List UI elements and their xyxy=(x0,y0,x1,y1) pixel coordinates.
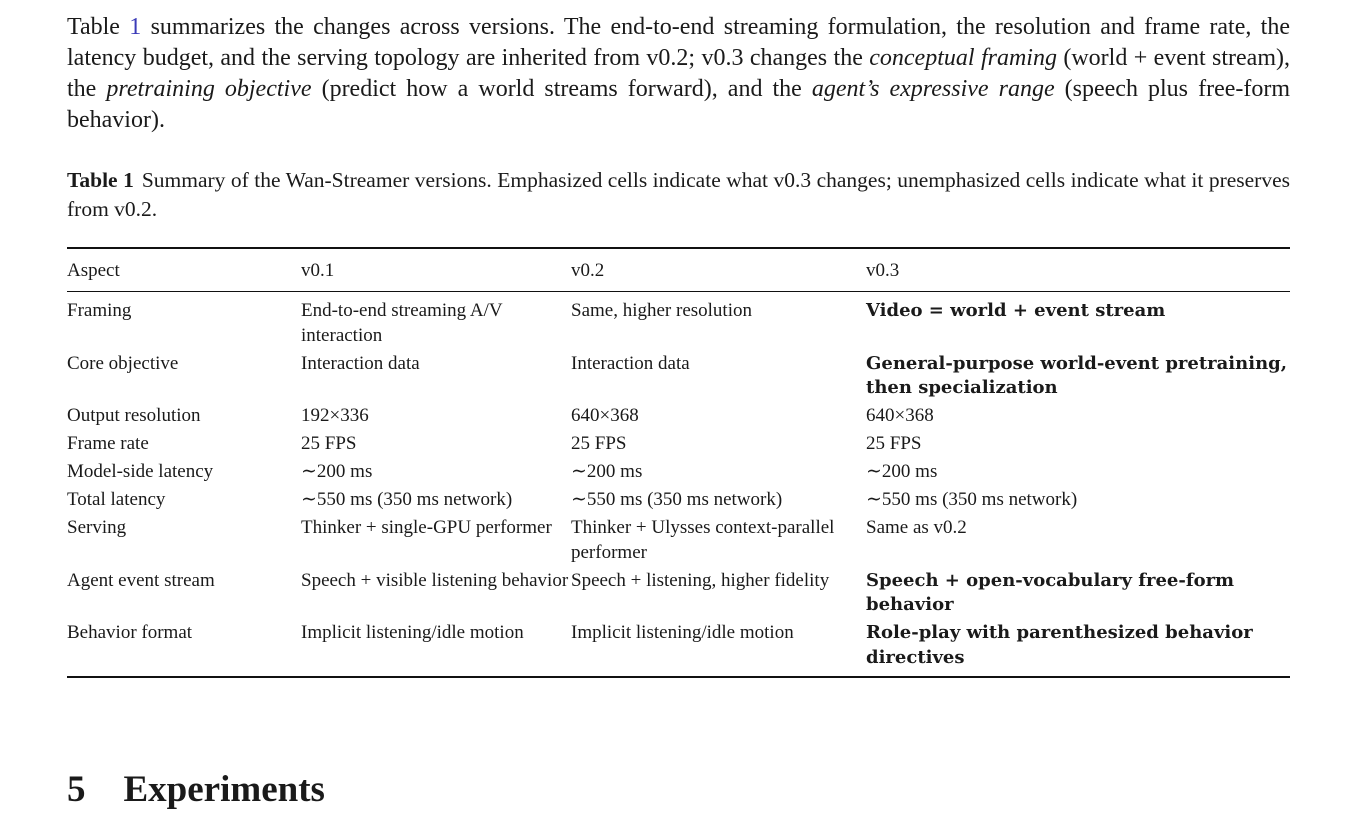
body-paragraph xyxy=(67,10,1290,136)
table-row xyxy=(67,432,1290,460)
cell-aspect: Frame rate xyxy=(67,433,149,454)
cell-v01: 25 FPS xyxy=(301,433,357,454)
table-header-row xyxy=(67,248,1290,292)
emphasis-text: pretraining objective xyxy=(106,76,312,102)
cell-v02: 640×368 xyxy=(571,405,639,426)
section-heading xyxy=(67,768,325,812)
table-row xyxy=(67,460,1290,488)
paragraph-text: (predict how a world streams forward), and the xyxy=(311,76,812,102)
cell-v03: 25 FPS xyxy=(866,433,922,454)
cell-v01: Interaction data xyxy=(301,352,420,374)
cell-aspect: Agent event stream xyxy=(67,569,215,591)
cell-v03: 640×368 xyxy=(866,405,934,426)
table-caption-text: Summary of the Wan-Streamer versions. Emphasized cells indicate what v0.3 changes; unemphasized cells indicate what it preserves from v0.2. xyxy=(67,168,1290,221)
cell-v01: Speech + visible listening behavior xyxy=(301,569,569,591)
paragraph-text: summarizes the changes across versions. The end-to-end streaming formulation, the resolution and frame rate, the latency budget, and the serving topology are inherited from v0.2; v0.3 changes the xyxy=(67,14,1290,71)
table-body xyxy=(67,292,1290,678)
cell-v02: ∼550 ms (350 ms network) xyxy=(571,489,783,510)
table-row xyxy=(67,352,1290,405)
header-v01: v0.1 xyxy=(301,248,571,292)
table-row xyxy=(67,404,1290,432)
cell-v01: ∼200 ms xyxy=(301,461,373,482)
emphasized-change: Speech + open-vocabulary free-form behavior xyxy=(866,569,1235,615)
cell-v03 xyxy=(866,569,1290,622)
header-aspect: Aspect xyxy=(67,248,301,292)
emphasis-text: agent’s expressive range xyxy=(811,76,1055,102)
cell-v01: End-to-end streaming A/V interaction xyxy=(301,300,503,346)
cell-aspect: Total latency xyxy=(67,489,166,510)
cell-v02: Interaction data xyxy=(571,352,690,374)
cell-v02: 25 FPS xyxy=(571,433,627,454)
cell-v03: ∼550 ms (350 ms network) xyxy=(866,489,1078,510)
emphasized-change: Video = world + event stream xyxy=(866,300,1166,321)
header-v02: v0.2 xyxy=(571,248,866,292)
table-row xyxy=(67,292,1290,352)
table-row xyxy=(67,488,1290,516)
cell-aspect: Behavior format xyxy=(67,621,301,677)
emphasized-change: General-purpose world-event pretraining, then specialization xyxy=(866,352,1288,398)
table-reference-link[interactable]: 1 xyxy=(129,14,142,40)
paragraph-text: Table xyxy=(67,14,130,40)
cell-aspect: Core objective xyxy=(67,352,179,374)
header-v03: v0.3 xyxy=(866,248,1290,292)
cell-v02: Implicit listening/idle motion xyxy=(571,621,866,677)
cell-v03 xyxy=(866,621,1290,677)
cell-aspect: Output resolution xyxy=(67,405,201,426)
table-row xyxy=(67,569,1290,622)
version-summary-table xyxy=(67,247,1290,678)
cell-v02: Thinker + Ulysses context-parallel performer xyxy=(571,517,835,563)
cell-aspect: Serving xyxy=(67,517,127,538)
cell-aspect: Framing xyxy=(67,300,132,321)
section-number: 5 xyxy=(67,769,86,810)
emphasis-text: conceptual framing xyxy=(869,45,1057,71)
cell-v01: 192×336 xyxy=(301,405,369,426)
cell-v01: Thinker + single-GPU performer xyxy=(301,517,552,538)
cell-v02: ∼200 ms xyxy=(571,461,643,482)
cell-aspect: Model-side latency xyxy=(67,461,214,482)
cell-v02: Same, higher resolution xyxy=(571,300,752,321)
paper-page xyxy=(67,10,1290,224)
emphasized-change: Role-play with parenthesized behavior directives xyxy=(866,622,1253,668)
cell-v01: Implicit listening/idle motion xyxy=(301,621,571,677)
table-row xyxy=(67,621,1290,677)
paragraph-text: (world + event stream), the xyxy=(67,45,1290,102)
table-row xyxy=(67,516,1290,569)
paragraph-text: (speech plus free-form behavior). xyxy=(67,76,1291,133)
cell-v03: Same as v0.2 xyxy=(866,517,967,538)
cell-v03 xyxy=(866,292,1290,352)
table-caption xyxy=(67,166,1290,224)
cell-v01: ∼550 ms (350 ms network) xyxy=(301,489,513,510)
cell-v03 xyxy=(866,352,1290,405)
cell-v02: Speech + listening, higher fidelity xyxy=(571,569,830,591)
cell-v03: ∼200 ms xyxy=(866,461,938,482)
table-caption-label: Table 1 xyxy=(67,168,134,192)
section-title: Experiments xyxy=(123,769,325,810)
